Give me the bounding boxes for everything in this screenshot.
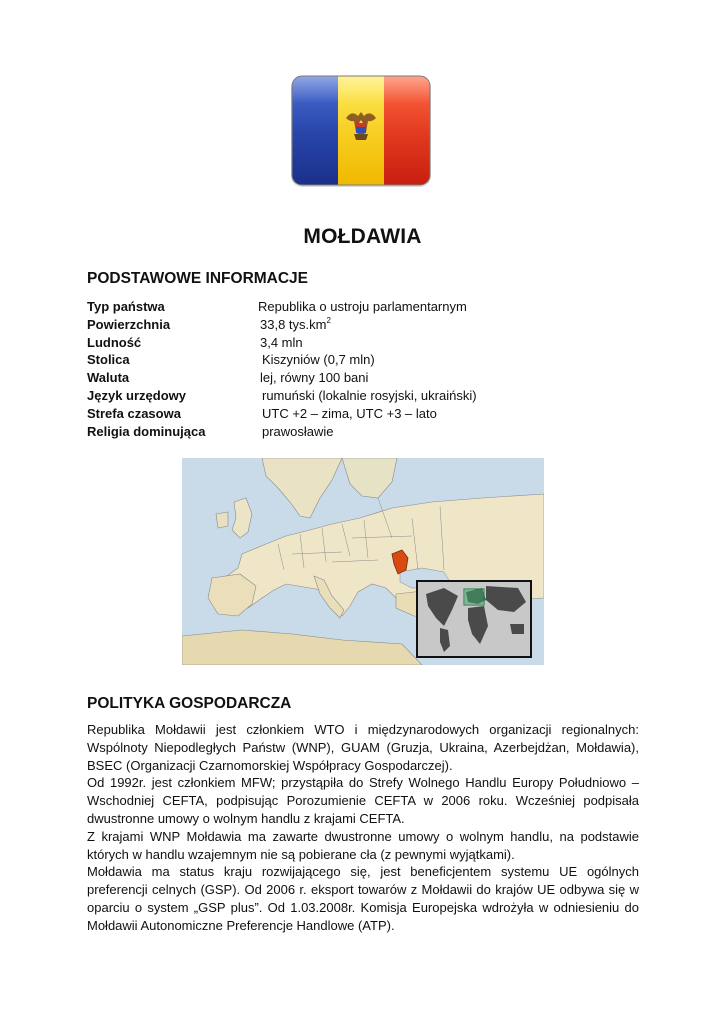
basic-info-heading: PODSTAWOWE INFORMACJE	[87, 270, 309, 287]
info-label: Ludność	[87, 334, 142, 350]
info-value: Republika o ustroju parlamentarnym	[258, 299, 467, 314]
info-value-superscript: 2	[326, 315, 331, 325]
info-label: Powierzchnia	[87, 316, 171, 332]
info-row-state-type	[87, 298, 647, 316]
basic-info-table	[87, 298, 647, 440]
info-value: lej, równy 100 bani	[260, 370, 369, 386]
info-label: Strefa czasowa	[87, 405, 181, 421]
info-value: 33,8 tys.km	[260, 316, 327, 332]
info-label: Typ państwa	[87, 299, 165, 314]
info-label: Religia dominująca	[87, 423, 206, 439]
info-label: Język urzędowy	[87, 387, 186, 403]
info-row-religion	[87, 423, 647, 441]
info-row-currency	[87, 369, 647, 387]
info-row-population	[87, 334, 647, 352]
economic-policy-text	[87, 721, 639, 935]
info-row-language	[87, 387, 647, 405]
paragraph: Od 1992r. jest członkiem MFW; przystąpiła do Strefy Wolnego Handlu Europy Południowo – Wschodniej CEFTA, podpisując Porozumienie CEFTA w 2006 roku. Wcześniej podpisała dwustronne umowy o wolnym handlu z krajami CEFTA.	[87, 775, 639, 826]
paragraph: Mołdawia ma status kraju rozwijającego się, jest beneficjentem systemu UE ogólnych preferencji celnych (GSP). Od 2006 r. eksport towarów z Mołdawii do krajów UE odbywa się w oparciu o system „GSP plus”. Od 1.03.2008r. Komisja Europejska wdrożyła w odniesieniu do Mołdawii Autonomiczne Preferencje Handlowe (ATP).	[87, 864, 639, 933]
info-row-timezone	[87, 405, 647, 423]
moldova-flag-icon	[290, 74, 432, 187]
info-value: UTC +2 – zima, UTC +3 – lato	[262, 405, 437, 421]
info-label: Stolica	[87, 352, 130, 368]
world-inset-map	[417, 581, 531, 657]
info-value: 3,4 mln	[260, 334, 303, 350]
page-title: MOŁDAWIA	[303, 225, 422, 248]
europe-locator-map	[182, 458, 544, 665]
paragraph: Z krajami WNP Mołdawia ma zawarte dwustronne umowy o wolnym handlu, na podstawie których w handlu wzajemnym nie są pobierane cła (z pewnymi wyjątkami).	[87, 828, 639, 862]
info-value: Kiszyniów (0,7 mln)	[262, 352, 375, 368]
info-row-capital	[87, 351, 647, 369]
info-value: prawosławie	[262, 423, 334, 439]
info-value-wrap	[260, 316, 331, 334]
info-value: rumuński (lokalnie rosyjski, ukraiński)	[262, 387, 477, 403]
info-row-area	[87, 316, 647, 334]
info-label: Waluta	[87, 370, 130, 386]
paragraph: Republika Mołdawii jest członkiem WTO i międzynarodowych organizacji regionalnych: Wspólnoty Niepodległych Państw (WNP), GUAM (Gruzja, Ukraina, Azerbejdżan, Mołdawia), BSEC (Organizacji Czarnomorskiej Współpracy Gospodarczej).	[87, 722, 639, 773]
economic-policy-heading: POLITYKA GOSPODARCZA	[87, 695, 292, 712]
